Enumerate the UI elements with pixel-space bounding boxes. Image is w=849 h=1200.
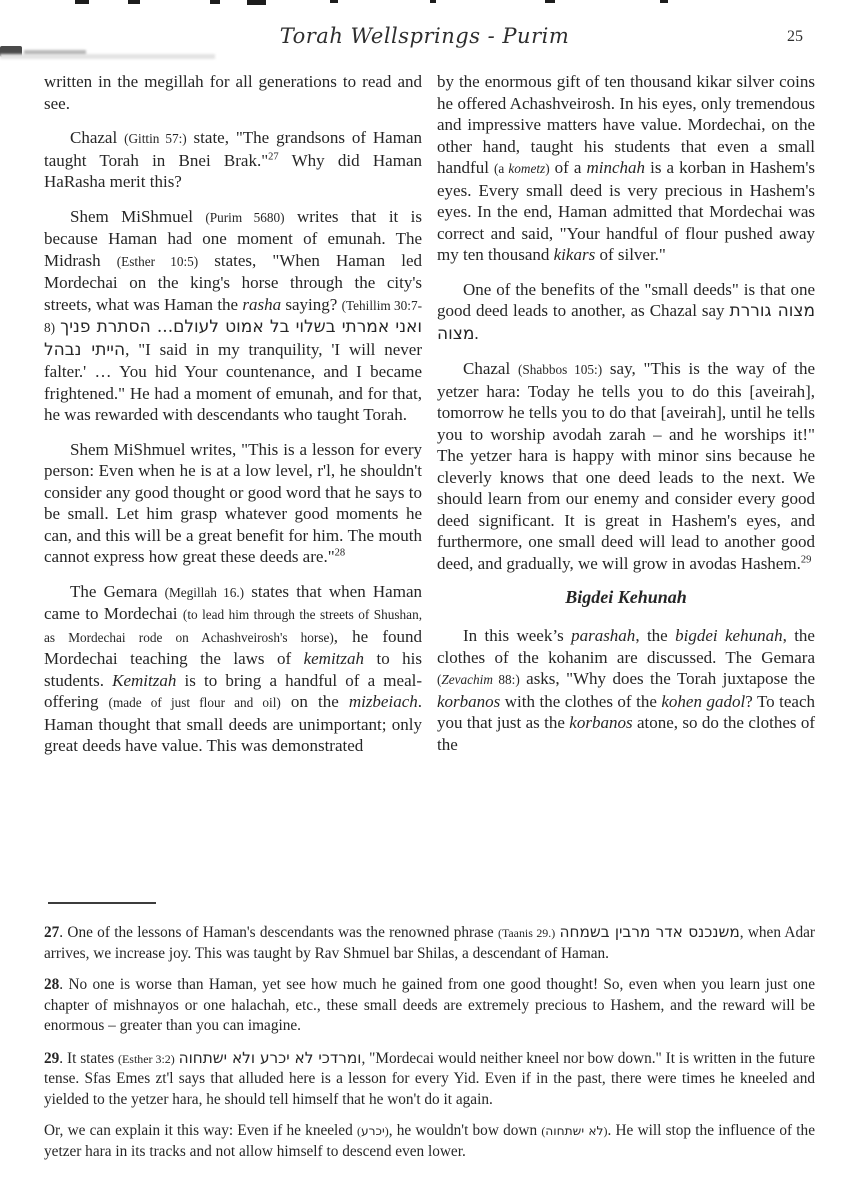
text-segment: 88:) xyxy=(492,672,520,687)
text-segment: Chazal xyxy=(463,359,518,378)
text-segment: writes that it is because Haman had one moment of emunah. The Midrash xyxy=(44,206,423,270)
text-segment: 29 xyxy=(44,1049,60,1067)
text-segment: 28 xyxy=(44,976,60,993)
text-segment: 27 xyxy=(268,150,279,162)
text-segment: The Gemara xyxy=(70,581,165,601)
text-segment: (Esther 3:2) xyxy=(118,1051,175,1066)
text-segment: asks, "Why does the Torah juxtapose the xyxy=(519,669,815,688)
text-segment: . He will stop the influence of the yetzer hara in its tracks and not allow himself to descend even lower. xyxy=(44,1122,815,1160)
page-body xyxy=(44,71,815,770)
text-segment: , he wouldn't bow down xyxy=(388,1122,542,1139)
hebrew-text: משנכנס אדר מרבין בשמחה xyxy=(559,923,740,941)
text-segment: . Haman thought that small deeds are unimportant; only great deeds have value. This was demonstrated xyxy=(44,692,422,755)
text-segment: (made of just flour and oil) xyxy=(108,695,281,710)
text-segment: of silver." xyxy=(595,245,666,264)
text-segment: . One of the lessons of Haman's descendants was the renowned phrase xyxy=(59,924,498,941)
text-segment: In this week’s xyxy=(463,626,572,645)
paragraph xyxy=(44,581,422,757)
page-number: 25 xyxy=(787,28,803,45)
text-segment: (Megillah 16.) xyxy=(164,584,245,600)
text-segment: , "I said in my tranquility, 'I will never falter.' … You hid Your countenance, and I became frightened." He had a moment of emunah, and for that, he was rewarded with descendants who taught Torah. xyxy=(44,339,423,424)
footnote-item xyxy=(44,975,815,1037)
right-column xyxy=(437,71,815,770)
text-segment: Shem MiShmuel xyxy=(70,206,206,226)
text-segment: (Shabbos 105:) xyxy=(518,362,603,377)
text-segment: Or, we can explain it this way: Even if he kneeled xyxy=(44,1122,357,1139)
text-segment: to his students. xyxy=(44,649,423,690)
text-segment: kemitzah xyxy=(303,649,365,668)
text-segment: Kemitzah xyxy=(112,670,177,690)
text-segment: 28 xyxy=(334,547,346,559)
scan-artifact xyxy=(330,0,338,3)
text-segment: . xyxy=(474,323,479,343)
text-segment: . No one is worse than Haman, yet see how much he gained from one good thought! So, even when you learn just one chapter of mishnayos or one halachah, etc., these small deeds are extremely precious to Hashem, and the reward will be enormous – greater than you can imagine. xyxy=(44,976,815,1034)
text-segment: minchah xyxy=(586,158,646,177)
scan-artifact xyxy=(210,0,220,4)
text-segment: , "Mordecai would neither kneel nor bow down." It is written in the future tense. Sfas Emes zt'l says that alluded here is a lesson for every Yid. Even if in the past, there were times he kneeled and yielded to the yetzer hara, he should tell himself that he won't do it again. xyxy=(44,1049,815,1108)
text-segment: Shem MiShmuel writes, "This is a lesson for every person: Even when he is at a low level, r'l, he shouldn't consider any good thought or good word that he says to be small. Let him grasp whatever good moments he can, and this will be a great benefit for him. The mouth cannot express how great these deeds are." xyxy=(44,439,422,566)
text-segment: (Esther 10:5) xyxy=(116,253,199,269)
text-segment: rasha xyxy=(242,294,282,314)
hebrew-text: לא ישתחוה xyxy=(545,1124,604,1138)
text-segment: , when Adar arrives, we increase joy. This was taught by Rav Shmuel bar Shilas, a descendant of Haman. xyxy=(44,924,815,962)
text-segment: is a korban in Hashem's eyes. Every small deed is very precious in Hashem's eyes. In the end, Haman admitted that Mordechai was correct and said, "Your handful of flour pushed away my ten thousand xyxy=(437,158,816,264)
text-segment: of a xyxy=(549,158,587,177)
text-segment: (to lead him through the streets of Shushan, as Mordechai rode on Achashveirosh's horse) xyxy=(44,607,423,645)
text-segment: saying? xyxy=(281,294,342,314)
text-segment: korbanos xyxy=(569,713,633,732)
text-segment: on the xyxy=(280,692,349,711)
section-heading xyxy=(437,587,815,608)
text-segment: atone, so do the clothes of the xyxy=(437,713,816,754)
running-title: Torah Wellsprings - Purim xyxy=(279,24,570,48)
text-segment: kometz xyxy=(508,161,546,176)
text-segment: One of the benefits of the "small deeds" is that one good deed leads to another, as Chazal say xyxy=(437,279,815,320)
text-segment: korbanos xyxy=(437,691,501,711)
text-segment: (Purim 5680) xyxy=(205,209,285,225)
text-segment: 29 xyxy=(800,553,812,565)
text-segment: kikars xyxy=(553,245,596,264)
text-segment: Zevachim xyxy=(441,672,493,687)
paragraph xyxy=(44,71,422,114)
text-segment: (a xyxy=(493,161,509,176)
text-segment: Why did Haman HaRasha merit this? xyxy=(44,150,422,191)
text-segment: state, "The grandsons of Haman taught Torah in Bnei Brak." xyxy=(44,128,422,170)
text-segment: (Gittin 57:) xyxy=(124,131,187,146)
left-column xyxy=(44,71,422,770)
text-segment: states that when Haman came to Mordechai xyxy=(44,581,422,623)
text-segment: Bigdei Kehunah xyxy=(565,587,687,607)
footnote-separator xyxy=(48,902,156,904)
text-segment: , the xyxy=(635,626,676,645)
text-segment: ? To teach you that just as the xyxy=(437,691,816,732)
text-segment: ) xyxy=(384,1124,389,1138)
paragraph xyxy=(437,71,815,266)
footnote-item xyxy=(44,1048,815,1111)
scan-artifact xyxy=(128,0,140,4)
hebrew-text: ואני אמרתי בשלוי בל אמוט לעולם... הסתרת פניך הייתי נבהל xyxy=(44,317,422,360)
text-segment: is to bring a handful of a meal-offering xyxy=(44,670,422,711)
text-segment: (Tehillim 30:7-8) xyxy=(44,297,422,335)
footnote-item xyxy=(44,922,815,964)
paragraph xyxy=(437,625,815,755)
text-segment: kohen gadol xyxy=(661,691,746,711)
hebrew-text: יכרע xyxy=(360,1124,385,1138)
scan-artifact xyxy=(545,0,555,3)
paragraph xyxy=(437,358,815,574)
text-segment: (Taanis 29.) xyxy=(497,926,556,940)
paragraph xyxy=(44,439,422,568)
paragraph xyxy=(44,206,422,426)
paragraph xyxy=(437,279,815,346)
text-segment: bigdei kehunah xyxy=(675,626,783,645)
text-segment: by the enormous gift of ten thousand kikar silver coins he offered Achashveirosh. In his eyes, only tremendous and impressive matters have value. Mordechai, on the other hand, taught his students that even a small handful xyxy=(437,72,815,177)
text-segment: parashah xyxy=(571,626,636,645)
footnote-item xyxy=(44,1121,815,1162)
text-segment: say, "This is the way of the yetzer hara: Today he tells you to do this [aveirah], tomorrow he tells you to do that [aveirah], until he tells you to worship avodah zarah – and he worships it!" The yetzer hara is happy with minor sins because he cleverly knows that one deed leads to the next. We should learn from our enemy and consider every good deed significant. It is great in Hashem's eyes, and furthermore, one small deed will lead to another good deed, and gradually, we will grow in avodas Hashem. xyxy=(437,359,815,573)
text-segment: , the clothes of the kohanim are discussed. The Gemara xyxy=(437,626,815,667)
paragraph xyxy=(44,127,422,193)
text-segment: Chazal xyxy=(70,128,125,147)
text-segment: ) xyxy=(603,1124,608,1138)
page-header xyxy=(0,24,849,64)
scan-artifact xyxy=(75,0,89,4)
footnotes-section xyxy=(44,922,815,1173)
scan-artifact xyxy=(430,0,436,3)
text-segment: states, "When Haman led Mordechai on the king's horse through the city's streets, what was Haman the xyxy=(44,250,422,314)
text-segment: , he found Mordechai teaching the laws of xyxy=(44,626,422,668)
text-segment: mizbeiach xyxy=(348,692,418,711)
text-segment: ( xyxy=(356,1124,361,1138)
text-segment: with the clothes of the xyxy=(500,691,662,711)
scan-artifact xyxy=(247,0,266,5)
text-segment: written in the megillah for all generations to read and see. xyxy=(44,72,422,113)
scan-artifact xyxy=(660,0,668,3)
text-segment: 27 xyxy=(44,924,60,941)
hebrew-text: ומרדכי לא יכרע ולא ישתחוה xyxy=(178,1048,362,1067)
text-segment: ( xyxy=(541,1124,546,1138)
text-segment: . It states xyxy=(59,1049,119,1067)
text-segment: ) xyxy=(545,161,550,176)
text-segment: ( xyxy=(437,672,442,687)
hebrew-text: מצוה גוררת מצוה xyxy=(437,301,816,344)
